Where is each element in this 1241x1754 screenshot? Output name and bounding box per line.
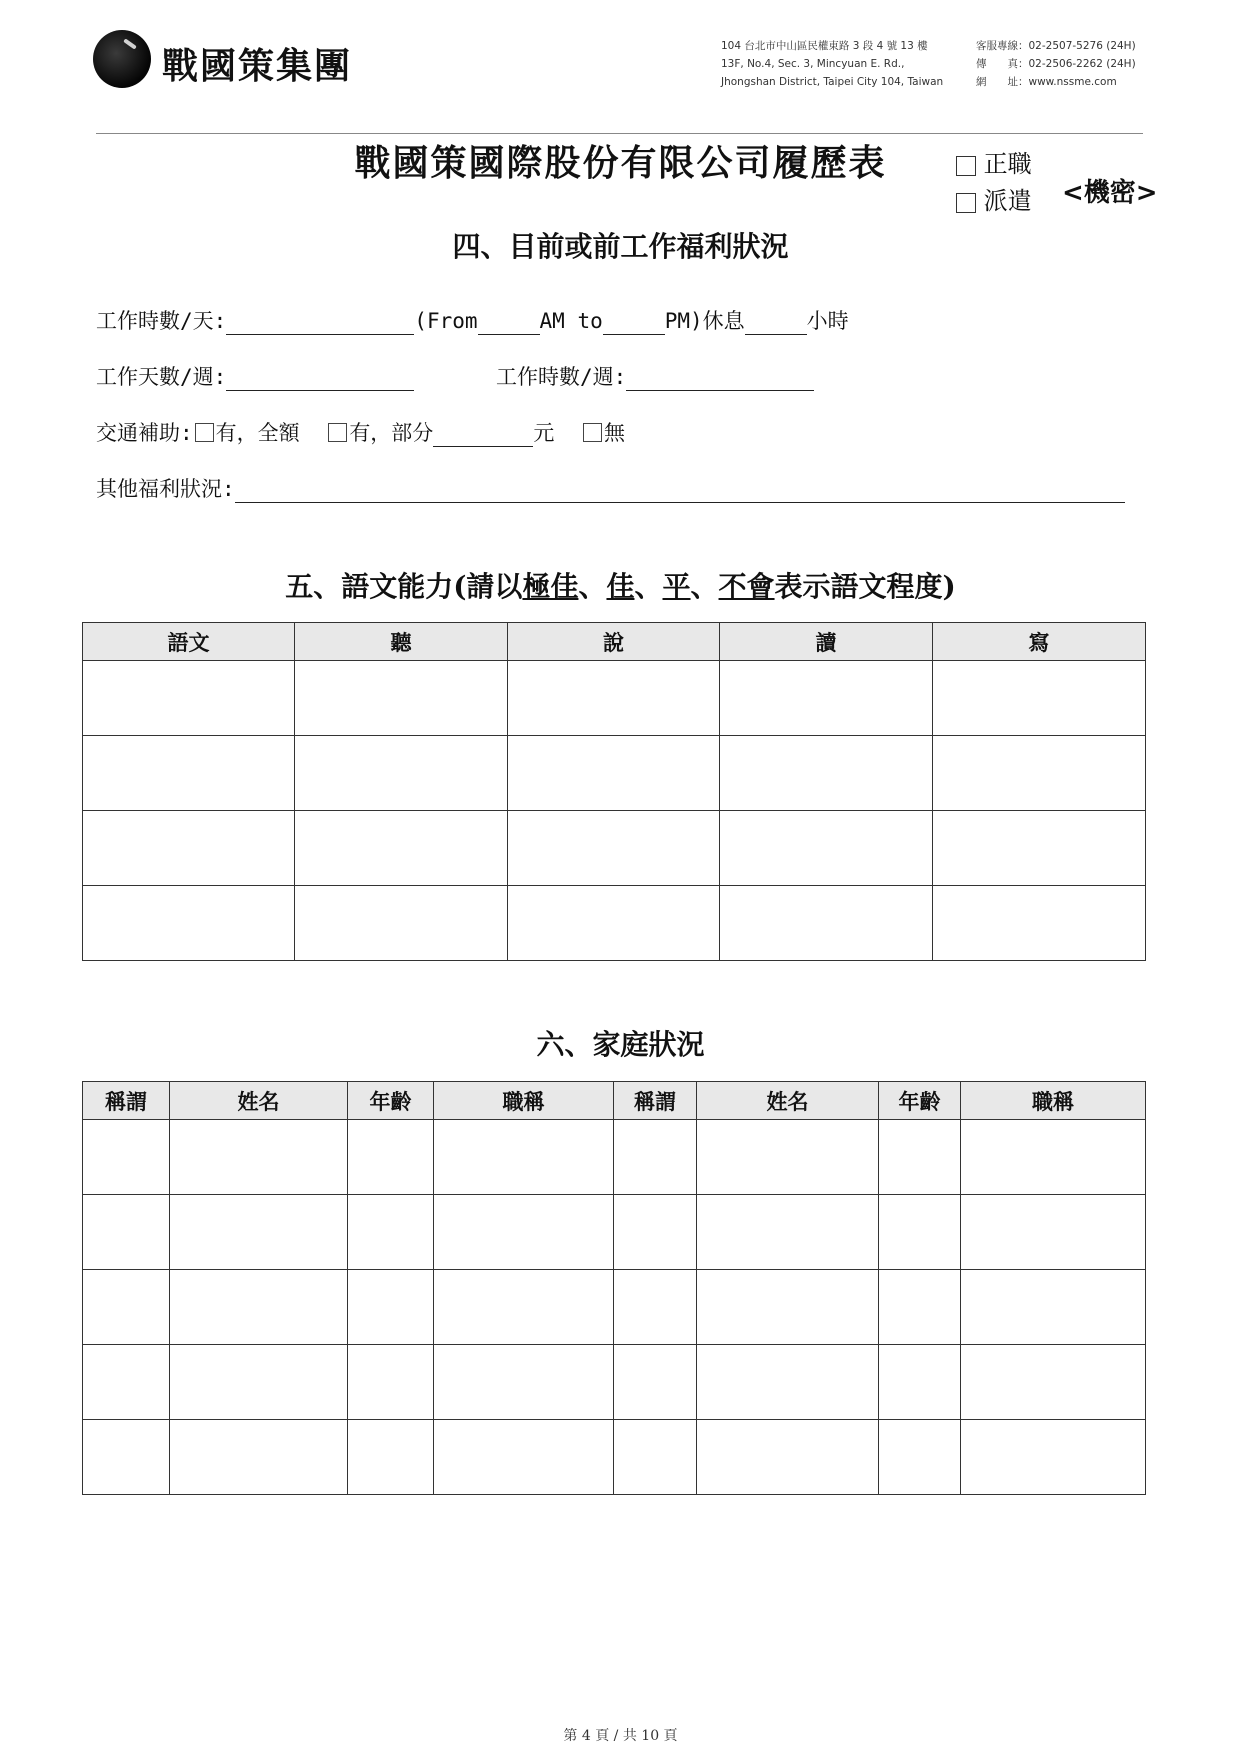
contact-line: 網 址：www.nssme.com xyxy=(976,76,1117,88)
table-row xyxy=(83,1120,1146,1195)
level-good: 佳 xyxy=(606,570,635,603)
checkbox[interactable] xyxy=(956,193,976,213)
transport-label: 交通補助: xyxy=(96,421,193,445)
table-cell[interactable] xyxy=(720,661,933,736)
other-benefits-field[interactable] xyxy=(235,480,1125,503)
column-header: 職稱 xyxy=(434,1082,614,1120)
column-header: 稱謂 xyxy=(83,1082,170,1120)
section-5-title-suffix: 表示語文程度) xyxy=(774,570,956,603)
header-divider xyxy=(96,133,1143,134)
employment-option-label: 派遣 xyxy=(983,187,1032,215)
table-cell[interactable] xyxy=(348,1120,434,1195)
hours-label: 小時 xyxy=(806,309,849,333)
days-per-week-row xyxy=(96,361,414,391)
company-address xyxy=(721,37,943,91)
table-cell[interactable] xyxy=(83,661,295,736)
table-cell[interactable] xyxy=(83,736,295,811)
table-cell[interactable] xyxy=(434,1195,614,1270)
table-row xyxy=(83,1345,1146,1420)
table-cell[interactable] xyxy=(434,1270,614,1345)
table-cell[interactable] xyxy=(697,1270,879,1345)
table-cell[interactable] xyxy=(508,736,720,811)
page-footer: 第 4 頁 / 共 10 頁 xyxy=(563,1728,678,1744)
table-cell[interactable] xyxy=(879,1345,961,1420)
separator: 、 xyxy=(690,570,719,603)
language-table xyxy=(82,622,1146,961)
table-cell[interactable] xyxy=(720,811,933,886)
page-title: 戰國策國際股份有限公司履歷表 xyxy=(354,142,887,184)
transport-row xyxy=(96,417,625,447)
transport-amount-field[interactable] xyxy=(433,424,533,447)
employment-option-dispatch[interactable] xyxy=(956,181,1032,216)
table-cell[interactable] xyxy=(879,1195,961,1270)
table-cell[interactable] xyxy=(295,736,508,811)
table-header-row xyxy=(83,1082,1146,1120)
table-cell[interactable] xyxy=(614,1195,697,1270)
table-cell[interactable] xyxy=(933,736,1146,811)
table-row xyxy=(83,1195,1146,1270)
table-cell[interactable] xyxy=(295,886,508,961)
other-benefits-label: 其他福利狀況: xyxy=(96,477,235,501)
section-5-title-prefix: 五、語文能力(請以 xyxy=(285,570,523,603)
table-cell[interactable] xyxy=(697,1195,879,1270)
table-row xyxy=(83,811,1146,886)
column-header: 年齡 xyxy=(879,1082,961,1120)
table-cell[interactable] xyxy=(348,1345,434,1420)
table-cell[interactable] xyxy=(720,736,933,811)
table-cell[interactable] xyxy=(697,1420,879,1495)
table-cell[interactable] xyxy=(434,1120,614,1195)
section-5-title xyxy=(0,565,1241,605)
table-cell[interactable] xyxy=(83,1420,170,1495)
table-cell[interactable] xyxy=(961,1345,1146,1420)
family-table xyxy=(82,1081,1146,1495)
table-cell[interactable] xyxy=(961,1195,1146,1270)
column-header: 年齡 xyxy=(348,1082,434,1120)
level-fair: 平 xyxy=(662,570,691,603)
contact-line: 客服專線：02-2507-5276 (24H) xyxy=(976,40,1136,52)
level-excellent: 極佳 xyxy=(522,570,579,603)
confidential-label: <機密> xyxy=(1062,178,1158,208)
column-header: 職稱 xyxy=(961,1082,1146,1120)
table-cell[interactable] xyxy=(697,1345,879,1420)
hours-per-week-field[interactable] xyxy=(626,368,814,391)
table-cell[interactable] xyxy=(170,1120,348,1195)
table-cell[interactable] xyxy=(348,1420,434,1495)
employment-option-fulltime[interactable] xyxy=(956,144,1032,179)
table-cell[interactable] xyxy=(961,1420,1146,1495)
address-line: Jhongshan District, Taipei City 104, Taiwan xyxy=(721,76,944,88)
level-none: 不會 xyxy=(718,570,775,603)
table-header-row xyxy=(83,623,1146,661)
checkbox[interactable] xyxy=(956,156,976,176)
company-contact xyxy=(976,37,1136,91)
family-table-body xyxy=(83,1120,1146,1495)
hours-per-day-field[interactable] xyxy=(226,312,414,335)
transport-partial-label: 有，部分 xyxy=(349,421,434,445)
table-cell[interactable] xyxy=(508,661,720,736)
table-cell[interactable] xyxy=(170,1345,348,1420)
contact-line: 傳 真：02-2506-2262 (24H) xyxy=(976,58,1136,70)
table-cell[interactable] xyxy=(170,1195,348,1270)
table-cell[interactable] xyxy=(933,886,1146,961)
column-header: 讀 xyxy=(720,623,933,661)
column-header: 說 xyxy=(508,623,720,661)
table-cell[interactable] xyxy=(83,886,295,961)
table-row xyxy=(83,886,1146,961)
column-header: 聽 xyxy=(295,623,508,661)
days-per-week-label: 工作天數/週: xyxy=(96,365,227,389)
table-cell[interactable] xyxy=(879,1270,961,1345)
table-cell[interactable] xyxy=(614,1120,697,1195)
table-cell[interactable] xyxy=(933,661,1146,736)
employment-option-label: 正職 xyxy=(983,150,1032,178)
company-logo xyxy=(93,30,151,88)
table-cell[interactable] xyxy=(508,811,720,886)
address-line: 13F, No.4, Sec. 3, Mincyuan E. Rd., xyxy=(721,58,905,70)
end-time-field[interactable] xyxy=(603,312,665,335)
transport-full-label: 有，全額 xyxy=(215,421,300,445)
table-cell[interactable] xyxy=(961,1120,1146,1195)
table-cell[interactable] xyxy=(295,661,508,736)
table-cell[interactable] xyxy=(697,1120,879,1195)
transport-full-checkbox[interactable] xyxy=(195,423,214,442)
pm-rest-label: PM)休息 xyxy=(664,309,745,333)
start-time-field[interactable] xyxy=(478,312,540,335)
transport-none-label: 無 xyxy=(603,421,625,445)
table-cell[interactable] xyxy=(614,1270,697,1345)
table-cell[interactable] xyxy=(614,1345,697,1420)
table-cell[interactable] xyxy=(434,1420,614,1495)
rest-hours-field[interactable] xyxy=(745,312,807,335)
separator: 、 xyxy=(634,570,663,603)
table-cell[interactable] xyxy=(295,811,508,886)
table-row xyxy=(83,1420,1146,1495)
language-table-body xyxy=(83,661,1146,961)
table-cell[interactable] xyxy=(879,1420,961,1495)
table-row xyxy=(83,1270,1146,1345)
table-row xyxy=(83,661,1146,736)
transport-none-checkbox[interactable] xyxy=(583,423,602,442)
hours-per-week-row xyxy=(496,361,814,391)
table-cell[interactable] xyxy=(879,1120,961,1195)
column-header: 姓名 xyxy=(697,1082,879,1120)
table-cell[interactable] xyxy=(614,1420,697,1495)
column-header: 稱謂 xyxy=(614,1082,697,1120)
table-cell[interactable] xyxy=(170,1420,348,1495)
table-cell[interactable] xyxy=(720,886,933,961)
section-6-title: 六、家庭狀況 xyxy=(536,1028,705,1061)
table-cell[interactable] xyxy=(933,811,1146,886)
table-cell[interactable] xyxy=(170,1270,348,1345)
other-benefits-row xyxy=(96,473,1125,503)
table-cell[interactable] xyxy=(83,1345,170,1420)
hours-per-day-label: 工作時數/天: xyxy=(96,309,227,333)
from-label: (From xyxy=(414,309,478,333)
table-cell[interactable] xyxy=(348,1270,434,1345)
table-row xyxy=(83,736,1146,811)
table-cell[interactable] xyxy=(348,1195,434,1270)
table-cell[interactable] xyxy=(434,1345,614,1420)
hours-per-day-row xyxy=(96,305,849,335)
table-cell[interactable] xyxy=(83,811,295,886)
brand-name: 戰國策集團 xyxy=(162,45,353,87)
column-header: 寫 xyxy=(933,623,1146,661)
table-cell[interactable] xyxy=(508,886,720,961)
yuan-label: 元 xyxy=(533,421,555,445)
table-cell[interactable] xyxy=(83,1195,170,1270)
address-line: 104 台北市中山區民權東路 3 段 4 號 13 樓 xyxy=(721,40,928,52)
table-cell[interactable] xyxy=(961,1270,1146,1345)
separator: 、 xyxy=(578,570,607,603)
days-per-week-field[interactable] xyxy=(226,368,414,391)
column-header: 姓名 xyxy=(170,1082,348,1120)
hours-per-week-label: 工作時數/週: xyxy=(496,365,627,389)
table-cell[interactable] xyxy=(83,1270,170,1345)
column-header: 語文 xyxy=(83,623,295,661)
table-cell[interactable] xyxy=(83,1120,170,1195)
section-4-title: 四、目前或前工作福利狀況 xyxy=(452,230,789,263)
transport-partial-checkbox[interactable] xyxy=(328,423,347,442)
am-to-label: AM to xyxy=(539,309,603,333)
